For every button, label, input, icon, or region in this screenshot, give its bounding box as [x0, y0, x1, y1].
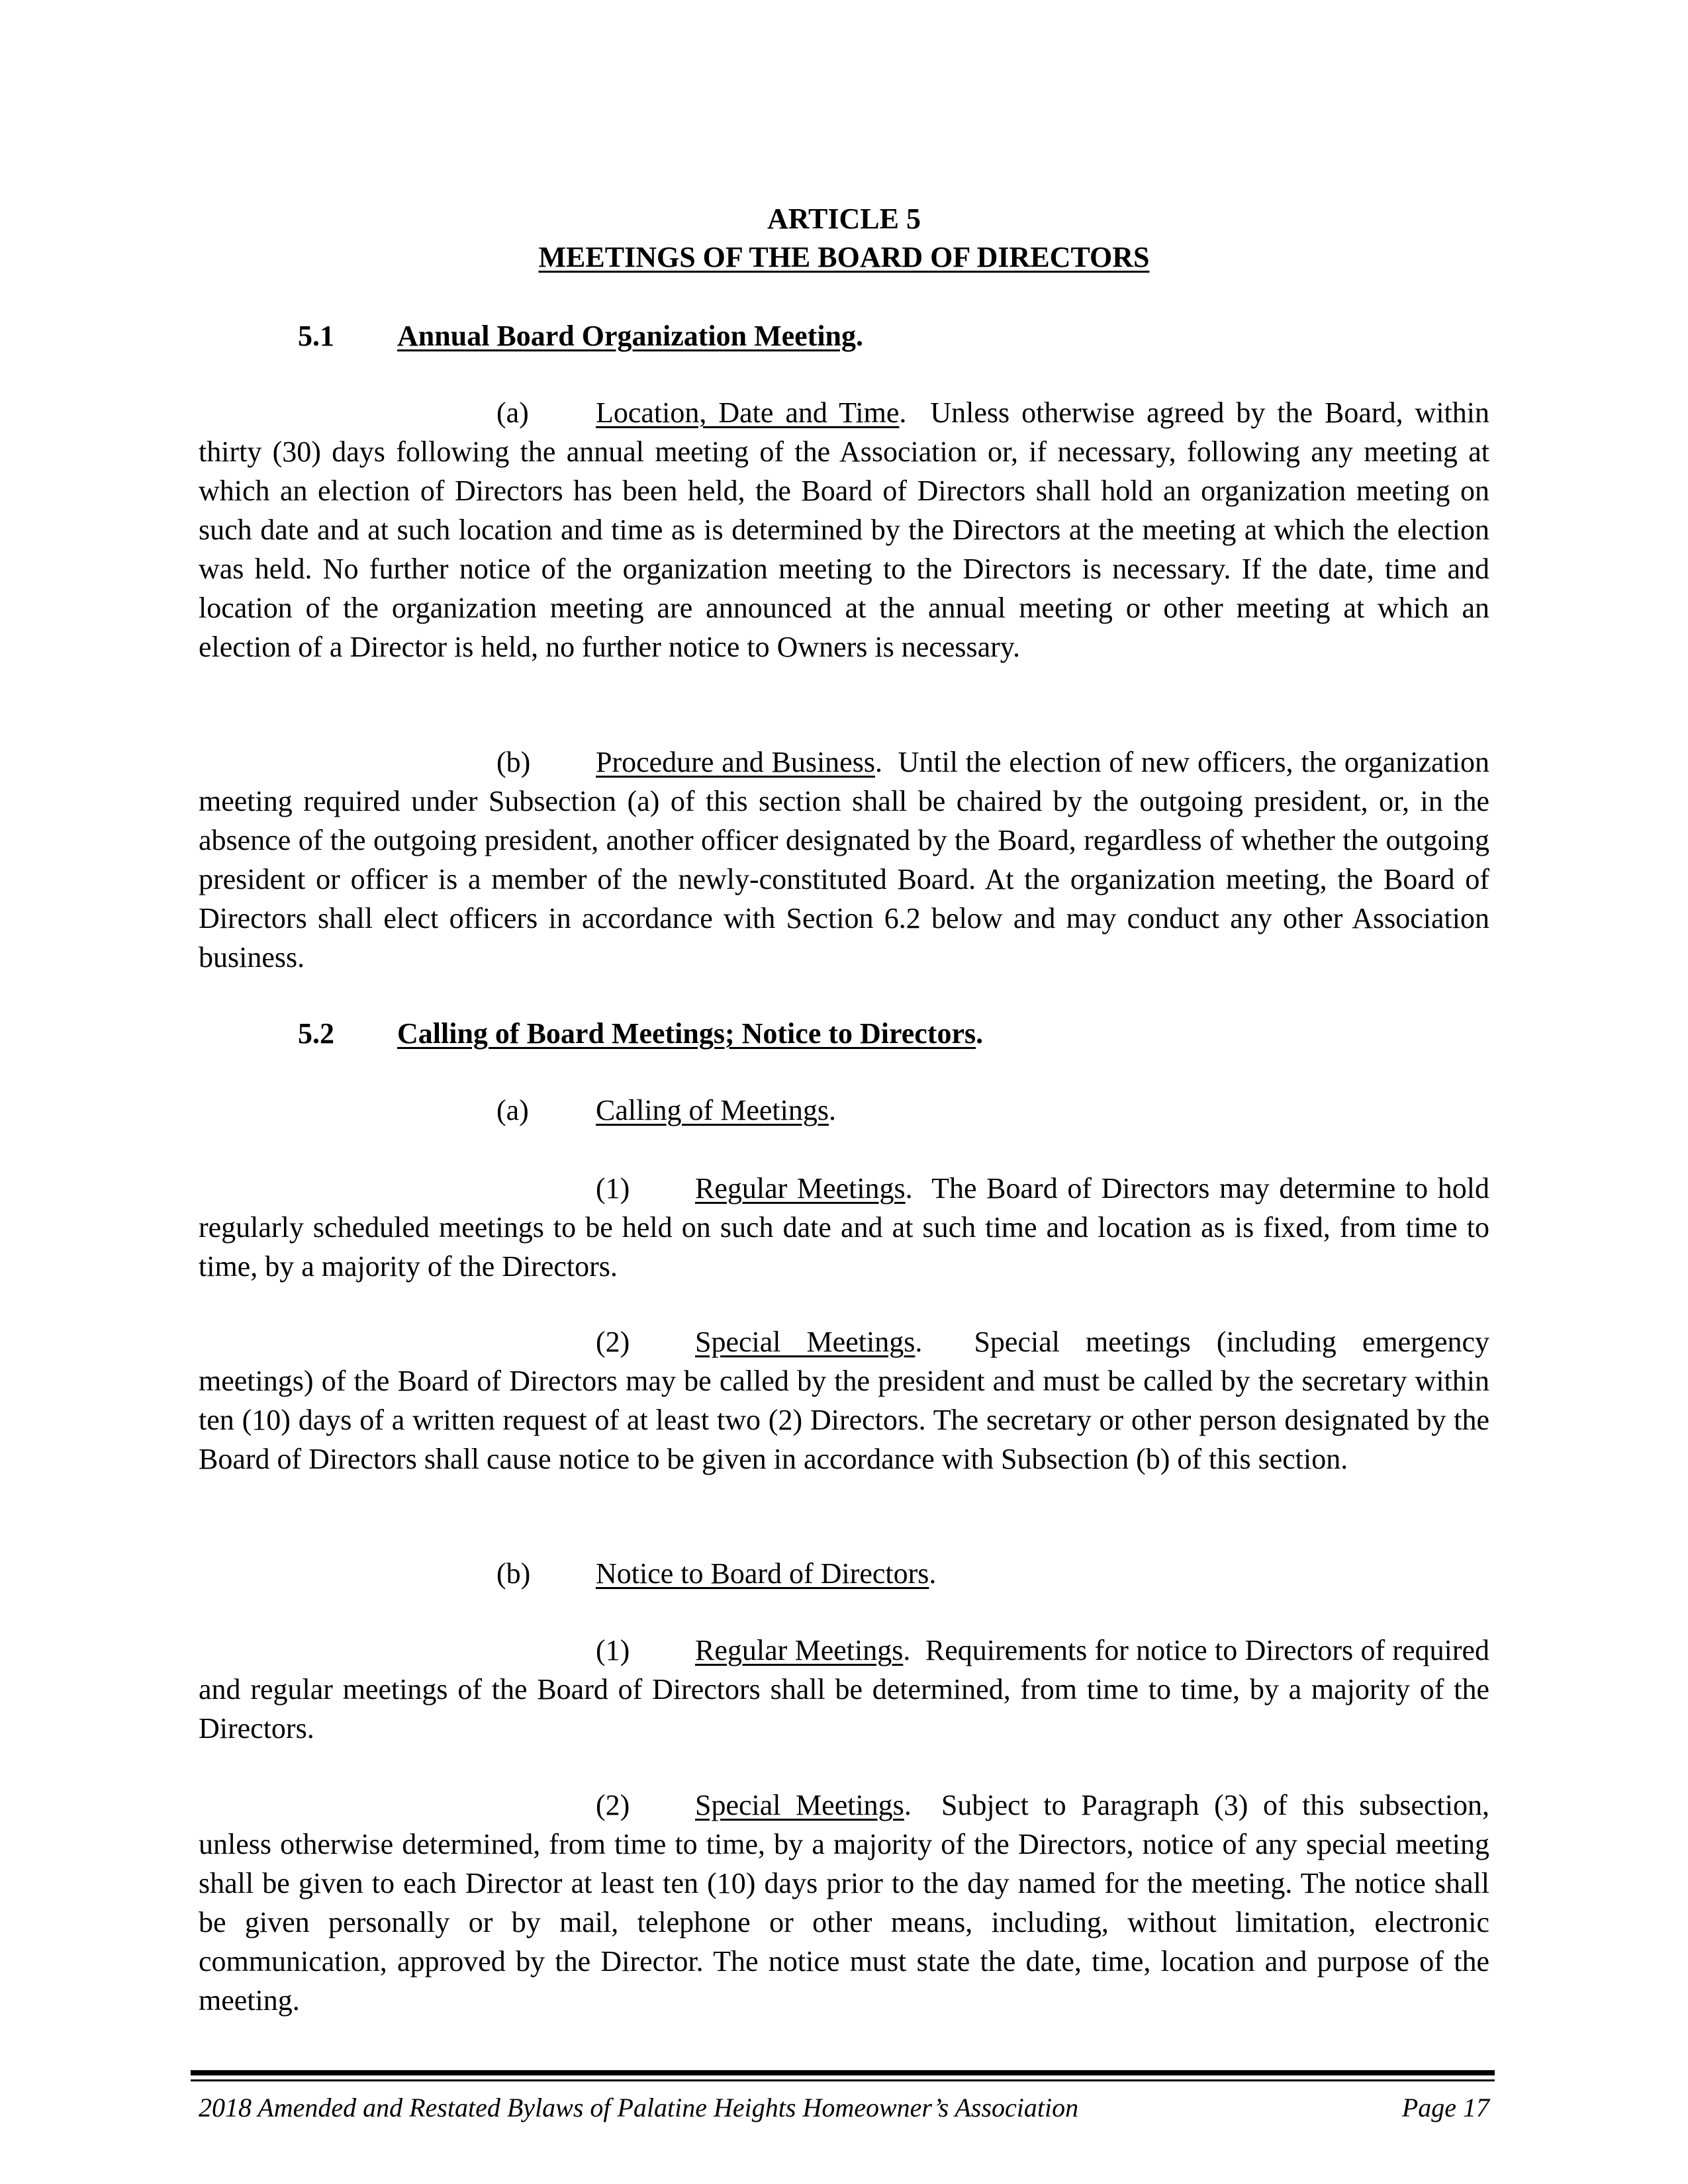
paragraph-text: Subject to Paragraph (3) of this subsection, unless otherwise determined, from time to time, by a majority of the Directors, notice of any special meeting shall be given to each Director at least ten (10) days prior to the day named for the meeting. The notice shall be given personally or by mail, telephone or other means, including, without limitation, electronic communication, approved by the Director. The notice must state the date, time, location and purpose of the meeting.	[199, 1789, 1490, 2017]
article-header	[199, 200, 1489, 277]
subsection-heading: Calling of Meetings	[596, 1094, 829, 1126]
section-title: Calling of Board Meetings; Notice to Directors	[397, 1017, 976, 1050]
subsection-heading: Location, Date and Time	[596, 396, 900, 429]
paragraph-heading: Special Meetings	[695, 1326, 915, 1358]
article-title: MEETINGS OF THE BOARD OF DIRECTORS	[538, 241, 1150, 273]
article-number: ARTICLE 5	[767, 203, 921, 235]
section-5-1-b: (b) Procedure and Business. Until the election of new officers, the organization meeting required under Subsection (a) of this section shall be chaired by the outgoing president, or, in the absence of the outgoing president, another officer designated by the Board, regardless of whether the outgoing president or officer is a member of the newly-constituted Board. At the organization meeting, the Board of Directors shall elect officers in accordance with Section 6.2 below and may conduct any other Association business.	[199, 743, 1489, 977]
footer-rule-thick	[191, 2070, 1495, 2075]
paragraph-text: The Board of Directors may determine to hold regularly scheduled meetings to be held on such date and at such time and location as is fixed, from time to time, by a majority of the Directors.	[199, 1172, 1489, 1283]
paragraph-text: Special meetings (including emergency meetings) of the Board of Directors may be called by the president and must be called by the secretary within ten (10) days of a written request of at least two (2) Directors. The secretary or other person designated by the Board of Directors shall cause notice to be given in accordance with Subsection (b) of this section.	[199, 1326, 1490, 1475]
subsection-label: (b)	[496, 746, 531, 778]
section-5-1-heading: 5.1 Annual Board Organization Meeting.	[199, 316, 1489, 355]
section-5-2-heading: 5.2 Calling of Board Meetings; Notice to Directors.	[199, 1014, 1489, 1053]
section-number: 5.1	[298, 320, 334, 352]
paragraph-text: Requirements for notice to Directors of required and regular meetings of the Board of Directors shall be determined, from time to time, by a majority of the Directors.	[199, 1634, 1489, 1745]
section-number: 5.2	[298, 1017, 334, 1050]
section-title: Annual Board Organization Meeting	[397, 320, 857, 352]
section-5-2-b-1: (1) Regular Meetings. Requirements for notice to Directors of required and regular meetings of the Board of Directors shall be determined, from time to time, by a majority of the Directors.	[199, 1631, 1489, 1748]
subsection-text: Until the election of new officers, the organization meeting required under Subsection (a) of this section shall be chaired by the outgoing president, or, in the absence of the outgoing president, another officer designated by the Board, regardless of whether the outgoing president or officer is a member of the newly-constituted Board. At the organization meeting, the Board of Directors shall elect officers in accordance with Section 6.2 below and may conduct any other Association business.	[199, 746, 1489, 974]
section-5-2-a: (a) Calling of Meetings.	[199, 1091, 1489, 1130]
paragraph-heading: Special Meetings	[695, 1789, 904, 1821]
paragraph-label: (2)	[596, 1789, 630, 1821]
section-5-2-a-1: (1) Regular Meetings. The Board of Directors may determine to hold regularly scheduled meetings to be held on such date and at such time and location as is fixed, from time to time, by a majority of the Directors.	[199, 1169, 1489, 1286]
paragraph-label: (1)	[596, 1634, 630, 1666]
paragraph-heading: Regular Meetings	[695, 1172, 906, 1205]
paragraph-heading: Regular Meetings	[695, 1634, 904, 1666]
subsection-label: (a)	[496, 1094, 529, 1126]
footer-page-number: Page 17	[1401, 2093, 1489, 2122]
paragraph-label: (2)	[596, 1326, 630, 1358]
footer-document-title: 2018 Amended and Restated Bylaws of Palatine Heights Homeowner’s Association	[199, 2093, 1079, 2122]
section-5-2-a-2: (2) Special Meetings. Special meetings (including emergency meetings) of the Board of Directors may be called by the president and must be called by the secretary within ten (10) days of a written request of at least two (2) Directors. The secretary or other person designated by the Board of Directors shall cause notice to be given in accordance with Subsection (b) of this section.	[199, 1322, 1489, 1479]
section-5-1-a: (a) Location, Date and Time. Unless otherwise agreed by the Board, within thirty (30) days following the annual meeting of the Association or, if necessary, following any meeting at which an election of Directors has been held, the Board of Directors shall hold an organization meeting on such date and at such location and time as is determined by the Directors at the meeting at which the election was held. No further notice of the organization meeting to the Directors is necessary. If the date, time and location of the organization meeting are announced at the annual meeting or other meeting at which an election of a Director is held, no further notice to Owners is necessary.	[199, 393, 1489, 666]
footer-rule-thin	[191, 2079, 1495, 2081]
subsection-text: Unless otherwise agreed by the Board, within thirty (30) days following the annual meeting of the Association or, if necessary, following any meeting at which an election of Directors has been held, the Board of Directors shall hold an organization meeting on such date and at such location and time as is determined by the Directors at the meeting at which the election was held. No further notice of the organization meeting to the Directors is necessary. If the date, time and location of the organization meeting are announced at the annual meeting or other meeting at which an election of a Director is held, no further notice to Owners is necessary.	[199, 396, 1489, 663]
section-5-2-b: (b) Notice to Board of Directors.	[199, 1554, 1489, 1593]
subsection-label: (b)	[496, 1557, 531, 1590]
subsection-heading: Procedure and Business	[596, 746, 875, 778]
paragraph-label: (1)	[596, 1172, 630, 1205]
subsection-heading: Notice to Board of Directors	[596, 1557, 929, 1590]
section-5-2-b-2: (2) Special Meetings. Subject to Paragraph (3) of this subsection, unless otherwise determined, from time to time, by a majority of the Directors, notice of any special meeting shall be given to each Director at least ten (10) days prior to the day named for the meeting. The notice shall be given personally or by mail, telephone or other means, including, without limitation, electronic communication, approved by the Director. The notice must state the date, time, location and purpose of the meeting.	[199, 1786, 1489, 2020]
subsection-label: (a)	[496, 396, 529, 429]
